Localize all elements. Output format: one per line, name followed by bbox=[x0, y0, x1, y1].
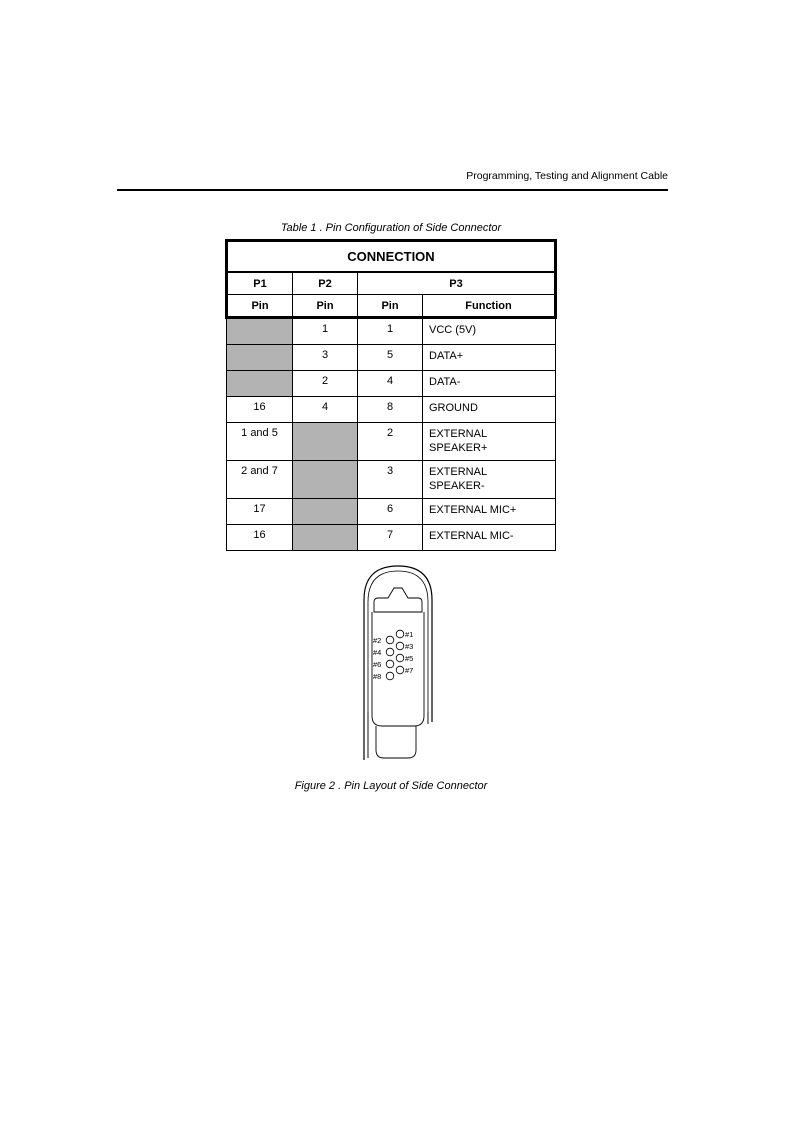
table-row bbox=[227, 318, 556, 345]
figure-caption: Figure 2 . Pin Layout of Side Connector bbox=[294, 780, 488, 792]
p2-cell: 2 bbox=[293, 371, 358, 397]
function-cell: GROUND bbox=[423, 397, 556, 423]
function-cell: EXTERNAL MIC- bbox=[423, 525, 556, 551]
col-header-function: Function bbox=[423, 295, 556, 318]
pin-2-circle bbox=[386, 636, 394, 644]
pin-label-5: #5 bbox=[405, 654, 414, 663]
p2-cell bbox=[293, 499, 358, 525]
function-cell: VCC (5V) bbox=[423, 318, 556, 345]
p3-cell: 5 bbox=[358, 345, 423, 371]
p1-cell bbox=[227, 318, 293, 345]
pin-configuration-table bbox=[225, 239, 557, 551]
function-cell: EXTERNAL SPEAKER+ bbox=[423, 423, 556, 461]
table-caption: Table 1 . Pin Configuration of Side Connector bbox=[280, 222, 502, 234]
side-connector-diagram bbox=[362, 562, 434, 762]
running-header: Programming, Testing and Alignment Cable bbox=[466, 170, 668, 182]
pin-1-circle bbox=[396, 630, 404, 638]
p1-cell bbox=[227, 371, 293, 397]
p3-cell: 1 bbox=[358, 318, 423, 345]
lower-tab bbox=[376, 726, 416, 758]
function-cell: DATA- bbox=[423, 371, 556, 397]
group-header-p2: P2 bbox=[293, 272, 358, 295]
p1-cell: 1 and 5 bbox=[227, 423, 293, 461]
p2-cell: 1 bbox=[293, 318, 358, 345]
pin-label-3: #3 bbox=[405, 642, 414, 651]
p3-cell: 4 bbox=[358, 371, 423, 397]
pin-label-6: #6 bbox=[373, 660, 382, 669]
pin-6-circle bbox=[386, 660, 394, 668]
function-cell: EXTERNAL SPEAKER- bbox=[423, 461, 556, 499]
table-title: CONNECTION bbox=[227, 241, 556, 273]
p2-cell bbox=[293, 525, 358, 551]
table-row bbox=[227, 371, 556, 397]
p3-cell: 2 bbox=[358, 423, 423, 461]
table-row bbox=[227, 499, 556, 525]
table-row bbox=[227, 525, 556, 551]
pin-5-circle bbox=[396, 654, 404, 662]
pin-label-7: #7 bbox=[405, 666, 414, 675]
group-header-p1: P1 bbox=[227, 272, 293, 295]
col-header-p1-pin: Pin bbox=[227, 295, 293, 318]
table-row bbox=[227, 423, 556, 461]
p2-cell: 3 bbox=[293, 345, 358, 371]
p3-cell: 6 bbox=[358, 499, 423, 525]
p2-cell: 4 bbox=[293, 397, 358, 423]
p2-cell bbox=[293, 461, 358, 499]
side-rails bbox=[368, 712, 428, 758]
table-row bbox=[227, 461, 556, 499]
p2-cell bbox=[293, 423, 358, 461]
table-row bbox=[227, 345, 556, 371]
p3-cell: 7 bbox=[358, 525, 423, 551]
pin-label-4: #4 bbox=[373, 648, 382, 657]
col-header-p2-pin: Pin bbox=[293, 295, 358, 318]
table-row bbox=[227, 397, 556, 423]
pin-label-2: #2 bbox=[373, 636, 382, 645]
pin-4-circle bbox=[386, 648, 394, 656]
pin-label-8: #8 bbox=[373, 672, 382, 681]
latch-tab bbox=[374, 588, 422, 612]
p3-cell: 3 bbox=[358, 461, 423, 499]
p3-cell: 8 bbox=[358, 397, 423, 423]
pin-3-circle bbox=[396, 642, 404, 650]
p1-cell: 17 bbox=[227, 499, 293, 525]
function-cell: EXTERNAL MIC+ bbox=[423, 499, 556, 525]
col-header-p3-pin: Pin bbox=[358, 295, 423, 318]
p1-cell: 16 bbox=[227, 397, 293, 423]
group-header-p3: P3 bbox=[358, 272, 556, 295]
function-cell: DATA+ bbox=[423, 345, 556, 371]
pin-7-circle bbox=[396, 666, 404, 674]
p1-cell: 16 bbox=[227, 525, 293, 551]
pin-8-circle bbox=[386, 672, 394, 680]
pin-label-1: #1 bbox=[405, 630, 414, 639]
header-rule bbox=[117, 189, 668, 191]
p1-cell bbox=[227, 345, 293, 371]
p1-cell: 2 and 7 bbox=[227, 461, 293, 499]
